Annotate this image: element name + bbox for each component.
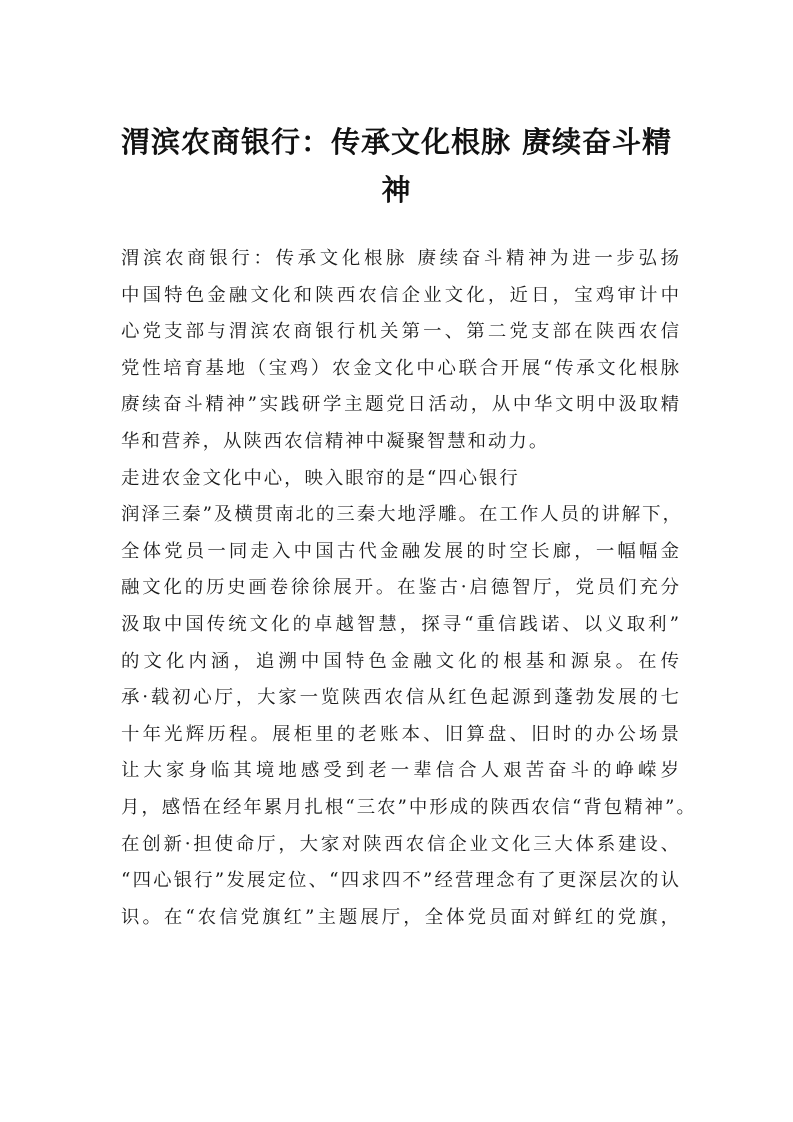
text-line: 赓续奋斗精神”实践研学主题党日活动，从中华文明中汲取精	[121, 394, 681, 416]
text-line: 月，感悟在经年累月扎根“三农”中形成的陕西农信“背包精神”。	[121, 796, 697, 818]
text-line: 十年光辉历程。展柜里的老账本、旧算盘、旧时的办公场景	[121, 723, 681, 745]
text-line: 心党支部与渭滨农商银行机关第一、第二党支部在陕西农信	[121, 321, 681, 343]
paragraph-intro	[121, 241, 681, 461]
paragraph-visit	[121, 461, 697, 937]
text-line: 党性培育基地（宝鸡）农金文化中心联合开展“传承文化根脉	[121, 357, 681, 379]
text-line: 的文化内涵，追溯中国特色金融文化的根基和源泉。在传	[121, 650, 681, 672]
text-line: 渭滨农商银行：传承文化根脉 赓续奋斗精神为进一步弘扬	[121, 248, 681, 269]
text-line: 让大家身临其境地感受到老一辈信合人艰苦奋斗的峥嵘岁	[121, 760, 681, 782]
text-line: 汲取中国传统文化的卓越智慧，探寻“重信践诺、以义取利”	[121, 613, 681, 635]
text-line: 润泽三秦”及横贯南北的三秦大地浮雕。在工作人员的讲解下，	[121, 504, 683, 526]
title-line: 神	[381, 173, 412, 207]
text-line: 全体党员一同走入中国古代金融发展的时空长廊，一幅幅金	[121, 540, 681, 562]
text-line: 识。在“农信党旗红”主题展厅，全体党员面对鲜红的党旗，	[121, 906, 681, 928]
text-line: 走进农金文化中心，映入眼帘的是“四心银行	[121, 467, 520, 489]
title-line: 渭滨农商银行：传承文化根脉 赓续奋斗精	[120, 125, 673, 159]
text-line: 中国特色金融文化和陕西农信企业文化，近日，宝鸡审计中	[121, 284, 681, 306]
document-body	[121, 241, 697, 936]
text-line: 融文化的历史画卷徐徐展开。在鉴古·启德智厅，党员们充分	[121, 577, 681, 599]
text-line: 华和营养，从陕西农信精神中凝聚智慧和动力。	[121, 430, 550, 452]
text-line: 在创新·担使命厅，大家对陕西农信企业文化三大体系建设、	[121, 833, 681, 855]
text-line: 承·载初心厅，大家一览陕西农信从红色起源到蓬勃发展的七	[121, 687, 681, 709]
text-line: “四心银行”发展定位、“四求四不”经营理念有了更深层次的认	[121, 870, 681, 892]
document-title	[100, 118, 693, 214]
